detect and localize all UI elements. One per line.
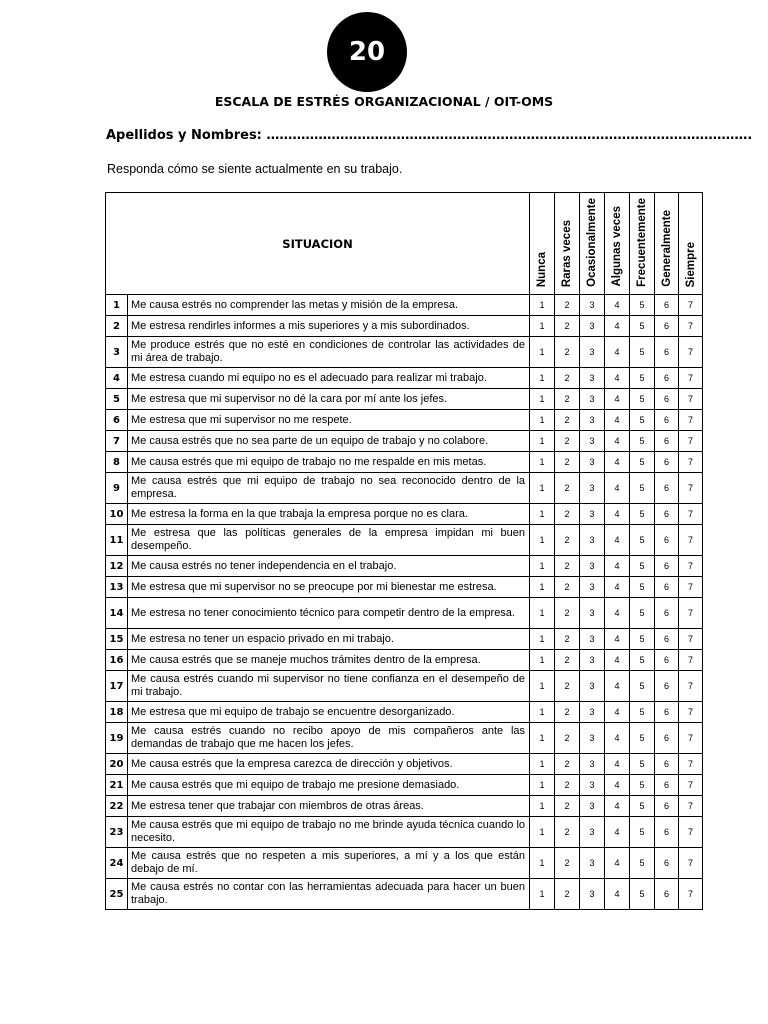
item-statement: Me causa estrés cuando mi supervisor no tiene confianza en el desempeño de mi trabajo. [128,671,530,702]
score-option-1[interactable]: 1 [530,754,555,775]
item-statement: Me estresa tener que trabajar con miembros de otras áreas. [128,796,530,817]
score-option-4[interactable]: 4 [605,754,630,775]
score-option-3[interactable]: 3 [580,671,605,702]
document-title: ESCALA DE ESTRÉS ORGANIZACIONAL / OIT-OMS [214,94,554,109]
table-row [106,879,703,910]
score-option-1[interactable]: 1 [530,410,555,431]
item-statement: Me estresa que las políticas generales de la empresa impidan mi buen desempeño. [128,525,530,556]
score-option-6[interactable]: 6 [655,629,679,650]
score-option-5[interactable]: 5 [630,389,655,410]
item-number: 8 [106,452,128,473]
score-option-6[interactable]: 6 [655,598,679,629]
table-row [106,848,703,879]
item-number: 24 [106,848,128,879]
score-option-3[interactable]: 3 [580,702,605,723]
score-option-5[interactable]: 5 [630,879,655,910]
score-option-3[interactable]: 3 [580,754,605,775]
score-option-5[interactable]: 5 [630,368,655,389]
score-option-1[interactable]: 1 [530,473,555,504]
score-option-1[interactable]: 1 [530,775,555,796]
table-row [106,452,703,473]
score-option-2[interactable]: 2 [555,723,580,754]
score-option-2[interactable]: 2 [555,754,580,775]
score-option-5[interactable]: 5 [630,452,655,473]
score-option-6[interactable]: 6 [655,337,679,368]
score-option-6[interactable]: 6 [655,848,679,879]
item-number: 12 [106,556,128,577]
score-option-6[interactable]: 6 [655,817,679,848]
table-row [106,389,703,410]
score-option-2[interactable]: 2 [555,848,580,879]
score-option-4[interactable]: 4 [605,556,630,577]
score-option-5[interactable]: 5 [630,473,655,504]
instructions: Responda cómo se siente actualmente en su trabajo. [107,162,403,176]
score-option-4[interactable]: 4 [605,389,630,410]
score-option-1[interactable]: 1 [530,723,555,754]
score-option-1[interactable]: 1 [530,431,555,452]
table-row [106,577,703,598]
item-statement: Me causa estrés que no sea parte de un equipo de trabajo y no colabore. [128,431,530,452]
scale-header-siempre [679,193,703,295]
item-number: 22 [106,796,128,817]
score-option-7[interactable]: 7 [679,598,703,629]
score-option-3[interactable]: 3 [580,650,605,671]
score-option-4[interactable]: 4 [605,848,630,879]
score-option-1[interactable]: 1 [530,316,555,337]
score-option-7[interactable]: 7 [679,473,703,504]
scale-header-label: Raras veces [561,219,574,287]
item-number: 2 [106,316,128,337]
table-row [106,525,703,556]
score-option-5[interactable]: 5 [630,671,655,702]
item-number: 19 [106,723,128,754]
table-row [106,629,703,650]
score-option-5[interactable]: 5 [630,817,655,848]
page-number-badge: 20 [327,12,407,92]
score-option-7[interactable]: 7 [679,671,703,702]
score-option-6[interactable]: 6 [655,473,679,504]
score-option-4[interactable]: 4 [605,629,630,650]
score-option-7[interactable]: 7 [679,295,703,316]
score-option-6[interactable]: 6 [655,650,679,671]
score-option-5[interactable]: 5 [630,410,655,431]
item-statement: Me causa estrés no tener independencia en el trabajo. [128,556,530,577]
score-option-3[interactable]: 3 [580,817,605,848]
item-statement: Me causa estrés no contar con las herramientas adecuada para hacer un buen trabajo. [128,879,530,910]
score-option-7[interactable]: 7 [679,848,703,879]
score-option-3[interactable]: 3 [580,368,605,389]
score-option-2[interactable]: 2 [555,702,580,723]
item-number: 3 [106,337,128,368]
item-statement: Me causa estrés que mi equipo de trabajo no me brinde ayuda técnica cuando lo necesito. [128,817,530,848]
item-number: 11 [106,525,128,556]
scale-header-raras-veces [555,193,580,295]
score-option-5[interactable]: 5 [630,337,655,368]
item-number: 15 [106,629,128,650]
score-option-7[interactable]: 7 [679,556,703,577]
score-option-2[interactable]: 2 [555,368,580,389]
score-option-3[interactable]: 3 [580,879,605,910]
situation-header: SITUACION [106,193,530,295]
score-option-3[interactable]: 3 [580,629,605,650]
score-option-2[interactable]: 2 [555,504,580,525]
table-row [106,337,703,368]
score-option-5[interactable]: 5 [630,702,655,723]
score-option-3[interactable]: 3 [580,295,605,316]
score-option-3[interactable]: 3 [580,337,605,368]
score-option-4[interactable]: 4 [605,702,630,723]
score-option-5[interactable]: 5 [630,723,655,754]
score-option-2[interactable]: 2 [555,410,580,431]
score-option-2[interactable]: 2 [555,431,580,452]
score-option-6[interactable]: 6 [655,368,679,389]
score-option-2[interactable]: 2 [555,452,580,473]
item-number: 10 [106,504,128,525]
score-option-6[interactable]: 6 [655,410,679,431]
score-option-4[interactable]: 4 [605,796,630,817]
table-row [106,817,703,848]
score-option-7[interactable]: 7 [679,817,703,848]
score-option-1[interactable]: 1 [530,577,555,598]
score-option-1[interactable]: 1 [530,337,555,368]
item-statement: Me causa estrés que no respeten a mis superiores, a mí y a los que están debajo de mí. [128,848,530,879]
score-option-4[interactable]: 4 [605,410,630,431]
score-option-5[interactable]: 5 [630,525,655,556]
score-option-1[interactable]: 1 [530,556,555,577]
scale-header-algunas-veces [605,193,630,295]
score-option-7[interactable]: 7 [679,577,703,598]
item-statement: Me causa estrés que mi equipo de trabajo me presione demasiado. [128,775,530,796]
score-option-3[interactable]: 3 [580,577,605,598]
score-option-1[interactable]: 1 [530,650,555,671]
score-option-2[interactable]: 2 [555,473,580,504]
score-option-3[interactable]: 3 [580,431,605,452]
score-option-7[interactable]: 7 [679,629,703,650]
item-statement: Me estresa que mi supervisor no dé la cara por mí ante los jefes. [128,389,530,410]
score-option-5[interactable]: 5 [630,650,655,671]
score-option-3[interactable]: 3 [580,796,605,817]
table-row [106,504,703,525]
score-option-2[interactable]: 2 [555,796,580,817]
item-statement: Me estresa que mi supervisor no me respete. [128,410,530,431]
item-number: 5 [106,389,128,410]
score-option-1[interactable]: 1 [530,671,555,702]
score-option-7[interactable]: 7 [679,410,703,431]
table-row [106,431,703,452]
score-option-6[interactable]: 6 [655,723,679,754]
score-option-4[interactable]: 4 [605,671,630,702]
score-option-4[interactable]: 4 [605,504,630,525]
item-statement: Me produce estrés que no esté en condiciones de controlar las actividades de mi área de trabajo. [128,337,530,368]
item-statement: Me causa estrés que mi equipo de trabajo no sea reconocido dentro de la empresa. [128,473,530,504]
scale-header-label: Ocasionalmente [586,198,599,287]
score-option-7[interactable]: 7 [679,723,703,754]
score-option-2[interactable]: 2 [555,817,580,848]
score-option-3[interactable]: 3 [580,389,605,410]
score-option-7[interactable]: 7 [679,368,703,389]
score-option-2[interactable]: 2 [555,389,580,410]
score-option-6[interactable]: 6 [655,295,679,316]
scale-header-label: Generalmente [660,210,673,287]
score-option-1[interactable]: 1 [530,368,555,389]
item-number: 20 [106,754,128,775]
score-option-2[interactable]: 2 [555,295,580,316]
score-option-3[interactable]: 3 [580,723,605,754]
score-option-7[interactable]: 7 [679,650,703,671]
table-row [106,295,703,316]
item-statement: Me causa estrés que se maneje muchos trámites dentro de la empresa. [128,650,530,671]
score-option-5[interactable]: 5 [630,504,655,525]
score-option-4[interactable]: 4 [605,817,630,848]
score-option-4[interactable]: 4 [605,316,630,337]
table-row [106,368,703,389]
table-row [106,556,703,577]
score-option-5[interactable]: 5 [630,629,655,650]
score-option-4[interactable]: 4 [605,337,630,368]
item-statement: Me causa estrés no comprender las metas y misión de la empresa. [128,295,530,316]
score-option-6[interactable]: 6 [655,556,679,577]
item-number: 16 [106,650,128,671]
item-number: 9 [106,473,128,504]
score-option-7[interactable]: 7 [679,504,703,525]
score-option-4[interactable]: 4 [605,473,630,504]
item-statement: Me estresa que mi supervisor no se preocupe por mi bienestar me estresa. [128,577,530,598]
score-option-1[interactable]: 1 [530,295,555,316]
score-option-1[interactable]: 1 [530,452,555,473]
score-option-4[interactable]: 4 [605,598,630,629]
score-option-5[interactable]: 5 [630,295,655,316]
item-statement: Me causa estrés que la empresa carezca de dirección y objetivos. [128,754,530,775]
score-option-2[interactable]: 2 [555,650,580,671]
table-row [106,702,703,723]
score-option-5[interactable]: 5 [630,754,655,775]
item-number: 23 [106,817,128,848]
score-option-5[interactable]: 5 [630,598,655,629]
scale-header-label: Algunas veces [611,206,624,287]
table-row [106,316,703,337]
item-statement: Me estresa que mi equipo de trabajo se encuentre desorganizado. [128,702,530,723]
table-row [106,650,703,671]
score-option-2[interactable]: 2 [555,525,580,556]
score-option-2[interactable]: 2 [555,598,580,629]
score-option-5[interactable]: 5 [630,577,655,598]
score-option-7[interactable]: 7 [679,879,703,910]
stress-scale-table [105,192,703,910]
score-option-1[interactable]: 1 [530,879,555,910]
scale-header-ocasionalmente [580,193,605,295]
score-option-2[interactable]: 2 [555,577,580,598]
score-option-3[interactable]: 3 [580,473,605,504]
score-option-1[interactable]: 1 [530,848,555,879]
score-option-6[interactable]: 6 [655,316,679,337]
score-option-2[interactable]: 2 [555,775,580,796]
item-number: 21 [106,775,128,796]
score-option-6[interactable]: 6 [655,775,679,796]
score-option-4[interactable]: 4 [605,368,630,389]
score-option-4[interactable]: 4 [605,577,630,598]
table-row [106,796,703,817]
score-option-2[interactable]: 2 [555,316,580,337]
score-option-4[interactable]: 4 [605,295,630,316]
score-option-1[interactable]: 1 [530,389,555,410]
score-option-3[interactable]: 3 [580,775,605,796]
table-row [106,723,703,754]
score-option-5[interactable]: 5 [630,431,655,452]
score-option-5[interactable]: 5 [630,848,655,879]
table-row [106,473,703,504]
score-option-4[interactable]: 4 [605,650,630,671]
score-option-7[interactable]: 7 [679,337,703,368]
score-option-7[interactable]: 7 [679,702,703,723]
score-option-5[interactable]: 5 [630,316,655,337]
item-number: 18 [106,702,128,723]
item-number: 1 [106,295,128,316]
scale-header-generalmente [655,193,679,295]
score-option-2[interactable]: 2 [555,337,580,368]
item-number: 4 [106,368,128,389]
scale-header-frecuentemente [630,193,655,295]
score-option-2[interactable]: 2 [555,629,580,650]
item-statement: Me causa estrés que mi equipo de trabajo no me respalde en mis metas. [128,452,530,473]
scale-header-nunca [530,193,555,295]
score-option-6[interactable]: 6 [655,504,679,525]
item-statement: Me estresa no tener un espacio privado en mi trabajo. [128,629,530,650]
score-option-4[interactable]: 4 [605,452,630,473]
item-statement: Me estresa cuando mi equipo no es el adecuado para realizar mi trabajo. [128,368,530,389]
score-option-6[interactable]: 6 [655,452,679,473]
score-option-1[interactable]: 1 [530,525,555,556]
score-option-7[interactable]: 7 [679,316,703,337]
score-option-5[interactable]: 5 [630,796,655,817]
score-option-4[interactable]: 4 [605,775,630,796]
name-field-line: Apellidos y Nombres: …………………………………………………………………………………………………. [106,128,753,143]
table-row [106,410,703,431]
score-option-3[interactable]: 3 [580,504,605,525]
score-option-6[interactable]: 6 [655,671,679,702]
score-option-3[interactable]: 3 [580,598,605,629]
score-option-5[interactable]: 5 [630,775,655,796]
score-option-3[interactable]: 3 [580,452,605,473]
score-option-7[interactable]: 7 [679,754,703,775]
score-option-2[interactable]: 2 [555,671,580,702]
score-option-4[interactable]: 4 [605,879,630,910]
item-number: 17 [106,671,128,702]
score-option-6[interactable]: 6 [655,431,679,452]
score-option-7[interactable]: 7 [679,525,703,556]
table-row [106,775,703,796]
scale-header-label: Nunca [536,251,549,287]
score-option-1[interactable]: 1 [530,817,555,848]
score-option-7[interactable]: 7 [679,431,703,452]
score-option-6[interactable]: 6 [655,389,679,410]
score-option-1[interactable]: 1 [530,504,555,525]
score-option-7[interactable]: 7 [679,796,703,817]
item-number: 13 [106,577,128,598]
score-option-7[interactable]: 7 [679,452,703,473]
score-option-4[interactable]: 4 [605,723,630,754]
score-option-3[interactable]: 3 [580,410,605,431]
score-option-3[interactable]: 3 [580,316,605,337]
item-statement: Me causa estrés cuando no recibo apoyo de mis compañeros ante las demandas de trabajo que me hacen los jefes. [128,723,530,754]
item-statement: Me estresa no tener conocimiento técnico para competir dentro de la empresa. [128,598,530,629]
score-option-6[interactable]: 6 [655,577,679,598]
table-row [106,671,703,702]
item-number: 7 [106,431,128,452]
score-option-3[interactable]: 3 [580,556,605,577]
score-option-5[interactable]: 5 [630,556,655,577]
score-option-6[interactable]: 6 [655,796,679,817]
table-row [106,598,703,629]
score-option-4[interactable]: 4 [605,431,630,452]
score-option-7[interactable]: 7 [679,775,703,796]
score-option-6[interactable]: 6 [655,525,679,556]
score-option-6[interactable]: 6 [655,879,679,910]
score-option-1[interactable]: 1 [530,796,555,817]
score-option-7[interactable]: 7 [679,389,703,410]
score-option-2[interactable]: 2 [555,879,580,910]
table-row [106,754,703,775]
item-number: 25 [106,879,128,910]
table-header-row [106,193,703,295]
item-number: 14 [106,598,128,629]
score-option-1[interactable]: 1 [530,629,555,650]
score-option-1[interactable]: 1 [530,598,555,629]
item-number: 6 [106,410,128,431]
score-option-1[interactable]: 1 [530,702,555,723]
score-option-3[interactable]: 3 [580,848,605,879]
score-option-4[interactable]: 4 [605,525,630,556]
scale-header-label: Frecuentemente [636,198,649,287]
score-option-2[interactable]: 2 [555,556,580,577]
item-statement: Me estresa la forma en la que trabaja la empresa porque no es clara. [128,504,530,525]
score-option-6[interactable]: 6 [655,702,679,723]
item-statement: Me estresa rendirles informes a mis superiores y a mis subordinados. [128,316,530,337]
score-option-6[interactable]: 6 [655,754,679,775]
scale-header-label: Siempre [684,241,697,287]
score-option-3[interactable]: 3 [580,525,605,556]
